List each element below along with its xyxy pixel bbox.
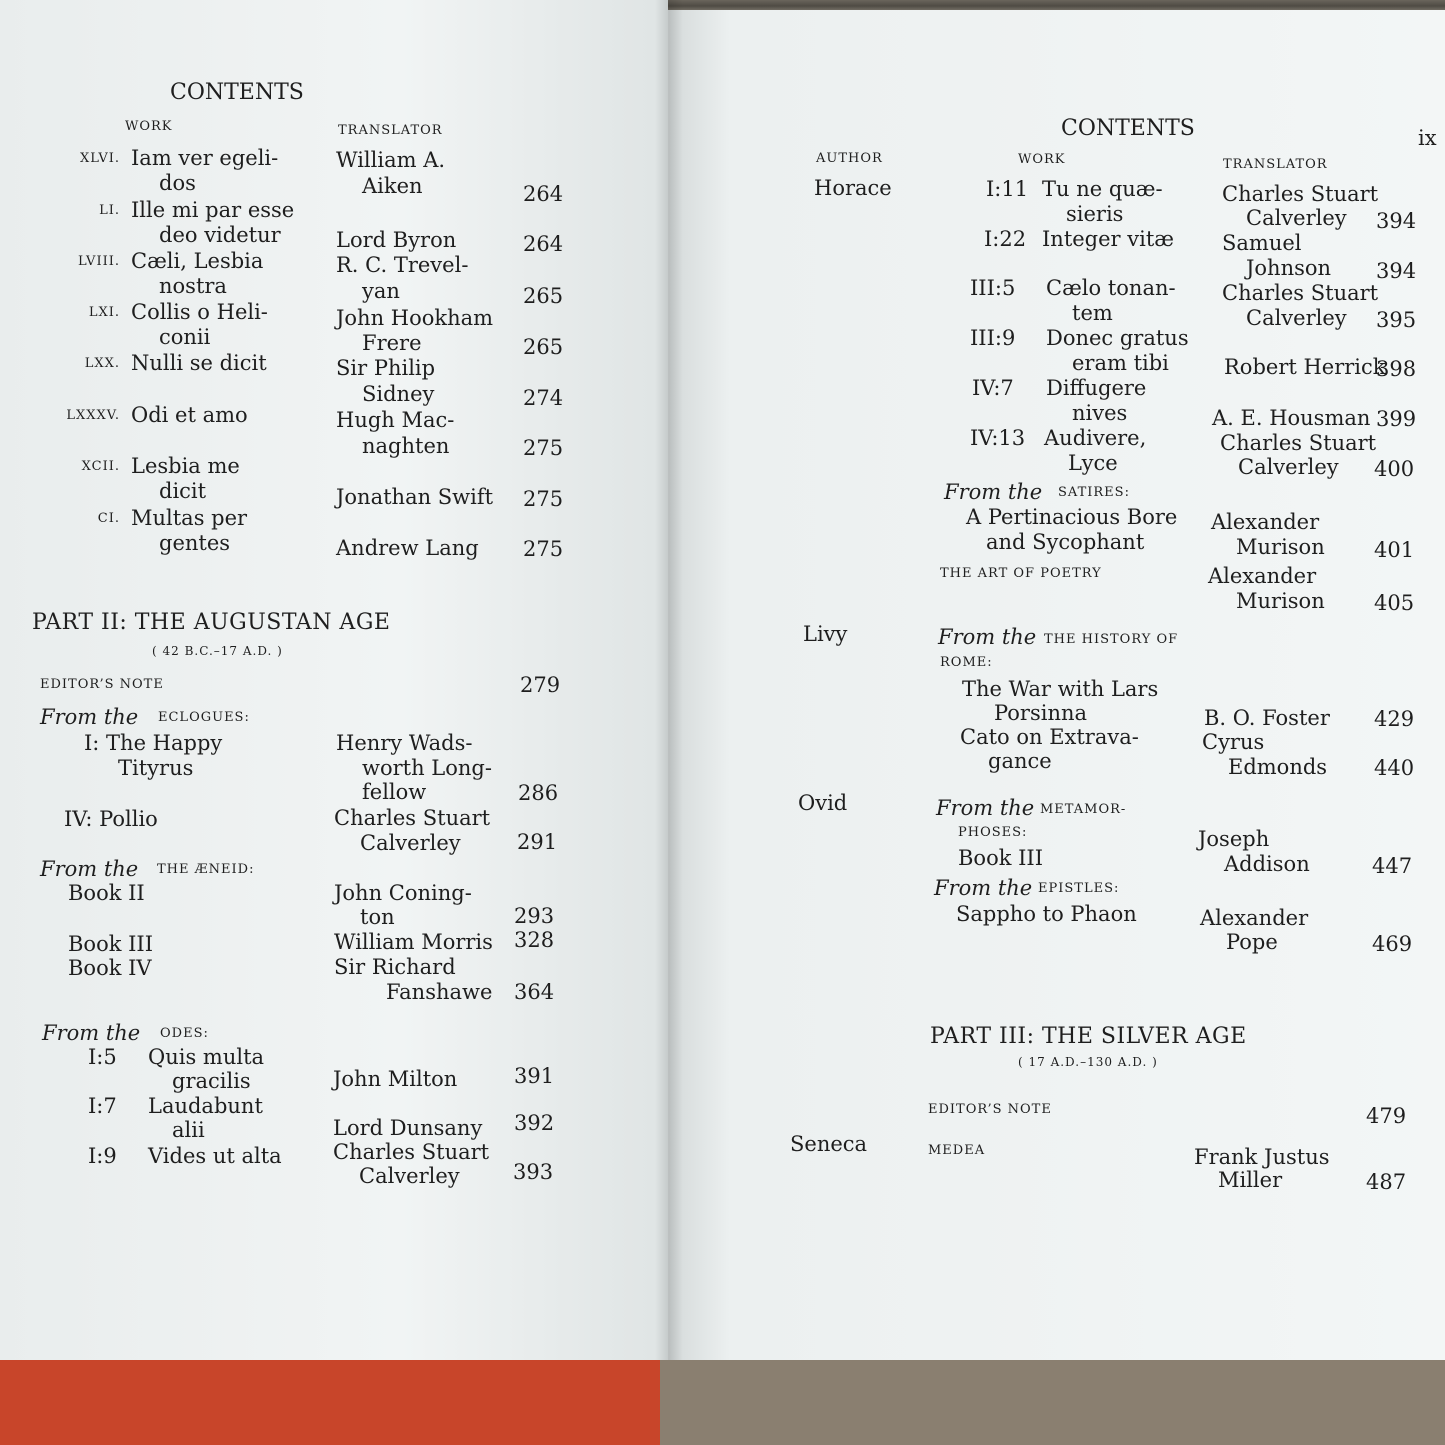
ovid-page: 469 xyxy=(1372,932,1413,956)
ode-work: Cælo tonan- xyxy=(1046,276,1176,300)
livy-translator: Edmonds xyxy=(1228,755,1328,779)
editors-note-page: 279 xyxy=(520,673,561,697)
entry-translator: William A. xyxy=(336,148,446,172)
entry-translator: Hugh Mac- xyxy=(336,408,455,432)
epistles-label: EPISTLES: xyxy=(1038,881,1120,896)
entry-page: 275 xyxy=(523,436,564,460)
medea-label: MEDEA xyxy=(928,1143,986,1158)
entry-work: Multas per xyxy=(131,506,248,530)
ode-page: 391 xyxy=(514,1064,555,1088)
from-the-label: From the xyxy=(40,857,139,881)
aeneid-work: Book IV xyxy=(68,956,152,980)
left-col-work: WORK xyxy=(125,119,173,134)
ode-page: 394 xyxy=(1376,209,1417,233)
eclogue-work: Tityrus xyxy=(118,756,194,780)
right-col-work: WORK xyxy=(1018,152,1066,167)
ovid-translator: Joseph xyxy=(1198,827,1270,851)
ode-work: eram tibi xyxy=(1072,351,1169,375)
ode-page: 398 xyxy=(1376,357,1417,381)
entry-page: 265 xyxy=(523,284,564,308)
medea-translator: Miller xyxy=(1218,1168,1283,1192)
entry-work: Nulli se dicit xyxy=(131,351,267,375)
from-the-label: From the xyxy=(934,876,1033,900)
ovid-translator: Addison xyxy=(1224,852,1310,876)
aeneid-work: Book III xyxy=(68,932,154,956)
entry-translator: Jonathan Swift xyxy=(336,485,494,509)
eclogues-label: ECLOGUES: xyxy=(158,710,250,725)
ode-page: 395 xyxy=(1376,308,1417,332)
entry-work: dos xyxy=(159,171,196,195)
aeneid-translator: ton xyxy=(360,905,395,929)
satires-label: SATIRES: xyxy=(1058,485,1130,500)
entry-translator: Sidney xyxy=(362,382,435,406)
entry-translator: Frere xyxy=(362,331,422,355)
ode-work: Donec gratus xyxy=(1046,326,1189,350)
entry-page: 275 xyxy=(523,487,564,511)
ode-number: IV:7 xyxy=(972,376,1014,400)
satire-translator: Alexander xyxy=(1211,510,1320,534)
livy-page: 429 xyxy=(1374,707,1415,731)
ode-page: 400 xyxy=(1374,457,1415,481)
entry-translator: yan xyxy=(362,279,400,303)
entry-page: 264 xyxy=(523,232,564,256)
satire-work: and Sycophant xyxy=(986,530,1145,554)
medea-page: 487 xyxy=(1366,1170,1407,1194)
ode-work: Vides ut alta xyxy=(148,1144,282,1168)
ode-work: Audivere, xyxy=(1044,426,1147,450)
entry-translator: Sir Philip xyxy=(336,356,436,380)
ode-page: 394 xyxy=(1376,259,1417,283)
aeneid-label: THE ÆNEID: xyxy=(157,862,255,877)
entry-work: Odi et amo xyxy=(131,403,248,427)
entry-page: 264 xyxy=(523,182,564,206)
entry-num: XCII. xyxy=(81,459,120,474)
ode-number: IV:13 xyxy=(970,426,1026,450)
entry-translator: Lord Byron xyxy=(336,228,457,252)
ode-translator: Johnson xyxy=(1246,256,1332,280)
medea-translator: Frank Justus xyxy=(1194,1145,1330,1169)
ode-translator: Charles Stuart xyxy=(1220,431,1377,455)
entry-work: Cæli, Lesbia xyxy=(131,249,264,273)
entry-page: 275 xyxy=(523,537,564,561)
ode-translator: Calverley xyxy=(359,1164,460,1188)
from-the-label: From the xyxy=(944,480,1043,504)
from-the-label: From the xyxy=(40,705,139,729)
entry-page: 265 xyxy=(523,335,564,359)
part-ii-title: PART II: THE AUGUSTAN AGE xyxy=(32,610,391,635)
entry-num: LXX. xyxy=(84,356,120,371)
ode-translator: Calverley xyxy=(1246,206,1347,230)
ode-page: 399 xyxy=(1376,407,1417,431)
satire-page: 401 xyxy=(1374,538,1415,562)
eclogue-translator: Henry Wads- xyxy=(336,731,473,755)
ode-number: I:5 xyxy=(88,1045,117,1069)
right-col-translator: TRANSLATOR xyxy=(1223,157,1328,172)
entry-translator: Aiken xyxy=(362,174,423,198)
ode-number: I:22 xyxy=(984,227,1027,251)
ovid-translator: Alexander xyxy=(1200,906,1309,930)
aeneid-page: 293 xyxy=(514,904,555,928)
editors-note: EDITOR’S NOTE xyxy=(928,1102,1052,1117)
ode-page: 392 xyxy=(514,1111,555,1135)
ode-number: III:5 xyxy=(970,276,1016,300)
art-translator: Alexander xyxy=(1208,564,1317,588)
entry-work: Lesbia me xyxy=(131,454,240,478)
ode-translator: Robert Herrick xyxy=(1224,355,1386,379)
author-seneca: Seneca xyxy=(790,1132,868,1156)
ovid-work: Sappho to Phaon xyxy=(956,902,1137,926)
ode-work: Laudabunt xyxy=(148,1094,263,1118)
metamorphoses-label: METAMOR- xyxy=(1040,802,1127,817)
entry-work: conii xyxy=(159,325,211,349)
eclogue-translator: fellow xyxy=(362,780,427,804)
ode-work: Lyce xyxy=(1068,451,1118,475)
page-number: ix xyxy=(1418,126,1437,150)
right-contents-title: CONTENTS xyxy=(1061,116,1195,141)
from-the-label: From the xyxy=(936,796,1035,820)
art-of-poetry-label: THE ART OF POETRY xyxy=(940,566,1102,581)
part-ii-dates: ( 42 B.C.–17 A.D. ) xyxy=(152,644,283,658)
eclogue-page: 291 xyxy=(517,830,558,854)
eclogue-work: I: The Happy xyxy=(84,731,223,755)
eclogue-page: 286 xyxy=(518,781,559,805)
editors-note-page: 479 xyxy=(1366,1104,1407,1128)
ode-translator: Charles Stuart xyxy=(1222,281,1379,305)
livy-translator: Cyrus xyxy=(1202,730,1265,754)
ode-translator: Calverley xyxy=(1238,455,1339,479)
eclogue-translator: worth Long- xyxy=(362,756,492,780)
aeneid-translator: William Morris xyxy=(334,930,493,954)
book-gutter xyxy=(655,0,683,1360)
from-the-label: From the xyxy=(42,1021,141,1045)
ode-work: Quis multa xyxy=(148,1045,265,1069)
livy-work: The War with Lars xyxy=(962,677,1159,701)
ode-work: Integer vitæ xyxy=(1042,227,1175,251)
ode-work: tem xyxy=(1072,301,1113,325)
history-label: THE HISTORY OF xyxy=(1044,632,1179,647)
entry-page: 274 xyxy=(523,386,564,410)
ode-translator: Charles Stuart xyxy=(1222,182,1379,206)
entry-num: LVIII. xyxy=(77,254,120,269)
ode-work: nives xyxy=(1072,401,1128,425)
aeneid-page: 328 xyxy=(514,928,555,952)
ode-work: Diffugere xyxy=(1046,376,1147,400)
livy-work: Porsinna xyxy=(994,701,1088,725)
aeneid-translator: John Coning- xyxy=(334,881,472,905)
left-col-translator: TRANSLATOR xyxy=(338,123,443,138)
ode-translator: Lord Dunsany xyxy=(333,1116,483,1140)
livy-work: Cato on Extrava- xyxy=(960,725,1139,749)
ode-number: I:9 xyxy=(88,1144,117,1168)
eclogue-translator: Calverley xyxy=(360,831,461,855)
left-page xyxy=(0,0,668,1360)
livy-work: gance xyxy=(988,749,1052,773)
ode-translator: Samuel xyxy=(1222,231,1302,255)
from-the-label: From the xyxy=(938,625,1037,649)
ode-translator: Charles Stuart xyxy=(333,1140,490,1164)
aeneid-translator: Fanshawe xyxy=(386,980,493,1004)
entry-work: Collis o Heli- xyxy=(131,300,268,324)
rome-label: ROME: xyxy=(940,655,993,670)
eclogue-work: IV: Pollio xyxy=(64,807,158,831)
part-iii-dates: ( 17 A.D.–130 A.D. ) xyxy=(1018,1055,1158,1069)
left-contents-title: CONTENTS xyxy=(170,80,304,105)
entry-num: LI. xyxy=(99,203,120,218)
entry-translator: naghten xyxy=(362,434,450,458)
entry-num: LXXXV. xyxy=(66,408,120,423)
part-iii-title: PART III: THE SILVER AGE xyxy=(930,1024,1247,1049)
odes-label: ODES: xyxy=(160,1026,209,1041)
entry-work: deo videtur xyxy=(159,223,281,247)
aeneid-work: Book II xyxy=(68,881,145,905)
ode-work: sieris xyxy=(1066,202,1124,226)
ode-work: gracilis xyxy=(172,1069,251,1093)
ode-work: Tu ne quæ- xyxy=(1042,177,1163,201)
ode-translator: A. E. Housman xyxy=(1212,406,1371,430)
art-translator: Murison xyxy=(1236,589,1325,613)
ode-translator: John Milton xyxy=(333,1067,458,1091)
livy-translator: B. O. Foster xyxy=(1204,706,1330,730)
art-page: 405 xyxy=(1374,591,1415,615)
eclogue-translator: Charles Stuart xyxy=(334,806,491,830)
ode-number: III:9 xyxy=(970,326,1016,350)
entry-work: dicit xyxy=(159,479,207,503)
right-col-author: AUTHOR xyxy=(816,151,883,166)
entry-num: CI. xyxy=(97,511,120,526)
ovid-page: 447 xyxy=(1372,854,1413,878)
entry-work: Iam ver egeli- xyxy=(131,146,279,170)
ovid-work: Book III xyxy=(958,846,1044,870)
ode-page: 393 xyxy=(513,1160,554,1184)
author-horace: Horace xyxy=(814,176,892,200)
metamorphoses-label: PHOSES: xyxy=(958,825,1028,840)
editors-note: EDITOR’S NOTE xyxy=(40,677,164,692)
ode-number: I:7 xyxy=(88,1094,117,1118)
author-ovid: Ovid xyxy=(798,791,848,815)
entry-num: XLVI. xyxy=(79,151,120,166)
entry-work: nostra xyxy=(159,274,227,298)
ode-number: I:11 xyxy=(986,177,1029,201)
entry-num: LXI. xyxy=(88,305,120,320)
author-livy: Livy xyxy=(803,622,848,646)
entry-work: gentes xyxy=(159,531,231,555)
satire-translator: Murison xyxy=(1236,535,1325,559)
entry-translator: R. C. Trevel- xyxy=(336,253,469,277)
entry-translator: John Hookham xyxy=(336,306,494,330)
ovid-translator: Pope xyxy=(1226,930,1278,954)
ode-translator: Calverley xyxy=(1246,306,1347,330)
entry-translator: Andrew Lang xyxy=(336,536,479,560)
aeneid-translator: Sir Richard xyxy=(334,955,456,979)
entry-work: Ille mi par esse xyxy=(131,198,295,222)
aeneid-page: 364 xyxy=(514,980,555,1004)
ode-work: alii xyxy=(172,1118,205,1142)
right-page xyxy=(668,10,1445,1360)
satire-work: A Pertinacious Bore xyxy=(966,505,1178,529)
livy-page: 440 xyxy=(1374,756,1415,780)
